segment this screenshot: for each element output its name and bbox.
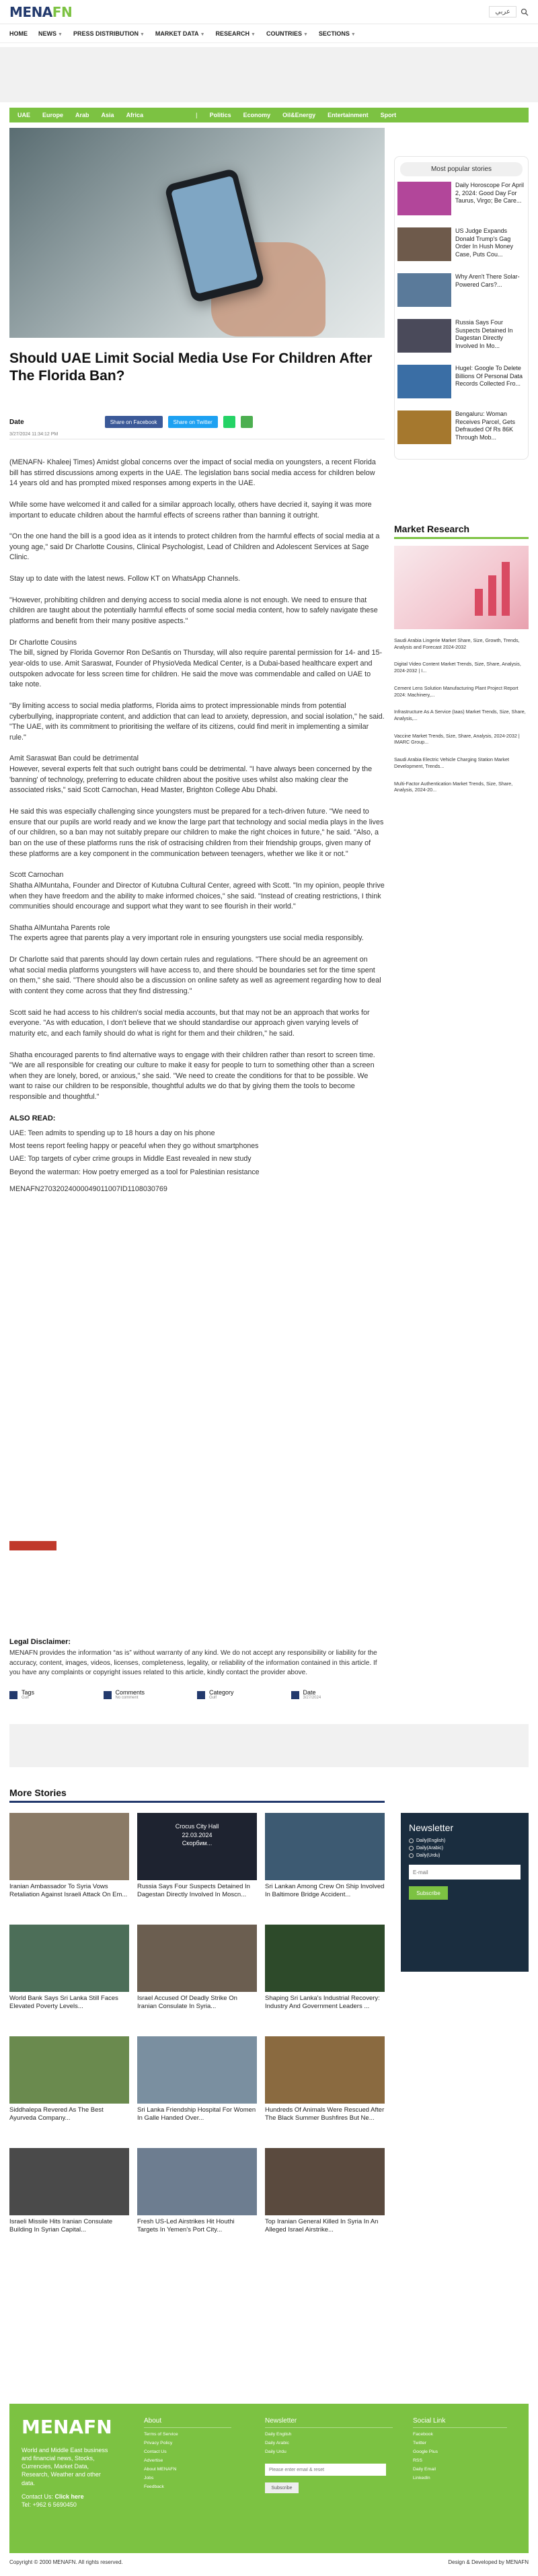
section-arab[interactable]: Arab xyxy=(75,112,89,118)
market-research-link[interactable]: Multi-Factor Authentication Market Trends, Size, Share, Analysis, 2024-20... xyxy=(394,780,513,793)
date-value: 3/27/2024 11:34:12 PM xyxy=(9,431,59,437)
popular-sidebar xyxy=(394,156,529,460)
footer-about-links xyxy=(144,2432,231,2489)
comments-label: Comments xyxy=(115,1689,145,1696)
market-research-list xyxy=(394,637,529,793)
article-paragraph: Amit Saraswat Ban could be detrimental However, several experts felt that such outright bans could be detrimental. "I have always been concerned by the 'banning' of technology, preferring to educate children about the positive uses whilst also making clear the associated risks," said Scott Carnochan, Head Master, Brighton College Abu Dhabi. xyxy=(9,754,373,795)
image-bar xyxy=(488,575,496,616)
story-card-image[interactable] xyxy=(265,2148,385,2215)
article-paragraph: (MENAFN- Khaleej Times) Amidst global concerns over the impact of social media on youngsters, a recent Florida bill has stirred discussions among experts in the UAE. The legislation bans social media access for children below 14 years old and has prompted mixed responses among experts in the UAE. xyxy=(9,458,376,488)
also-read-heading: ALSO READ: xyxy=(9,1114,56,1122)
market-research-image[interactable] xyxy=(394,546,529,629)
footer-about-link[interactable]: Jobs xyxy=(144,2476,154,2480)
also-read-link[interactable]: UAE: Teen admits to spending up to 18 hours a day on his phone xyxy=(9,1129,215,1137)
story-card[interactable] xyxy=(9,2148,129,2253)
section-africa[interactable]: Africa xyxy=(126,112,144,118)
market-research-link[interactable]: Digital Video Content Market Trends, Size, Share, Analysis, 2024-2032 | I... xyxy=(394,661,521,674)
story-card[interactable] xyxy=(9,2036,129,2141)
footer-social-title: Social Link xyxy=(413,2417,507,2428)
nav-press-distribution[interactable]: PRESS DISTRIBUTION ▼ xyxy=(73,30,145,37)
comment-icon xyxy=(104,1691,112,1699)
footer-about-link[interactable]: Advertise xyxy=(144,2458,163,2463)
story-card-image[interactable] xyxy=(9,2036,129,2104)
nav-research[interactable]: RESEARCH ▼ xyxy=(215,30,256,37)
story-card-image[interactable] xyxy=(9,2148,129,2215)
popular-story-thumbnail[interactable] xyxy=(397,227,451,261)
footer-description: World and Middle East business and financial news, Stocks, Currencies, Market Data, Research, Weather and other data. xyxy=(22,2447,108,2486)
date-label: Date xyxy=(9,418,24,426)
article-paragraph: Stay up to date with the latest news. Follow KT on WhatsApp Channels. xyxy=(9,575,241,583)
popular-story-title[interactable]: US Judge Expands Donald Trump's Gag Order In Hush Money Case, Puts Cou... xyxy=(455,227,514,258)
nav-home[interactable]: HOME xyxy=(9,30,28,37)
section-entertainment[interactable]: Entertainment xyxy=(328,112,369,118)
article-paragraph: Shatha encouraged parents to find alternative ways to engage with their children rather than resort to screen time. "We are all responsible for creating our culture to make it easy for people to turn to something other than a screen when they are lonely, bored, or anxious," she said. "We need to create the conditions for that to be possible. We want to raise our children to be responsible, thoughtful adults we do that by giving them the tools to become responsible and thoughtful." xyxy=(9,1050,375,1102)
story-card[interactable] xyxy=(137,2148,257,2253)
comments-value: No comment xyxy=(115,1696,139,1700)
footer-about-title: About xyxy=(144,2417,231,2428)
top-bar xyxy=(0,0,538,24)
language-switch-button[interactable]: عربي xyxy=(489,6,516,17)
disclaimer-text: MENAFN provides the information “as is” without warranty of any kind. We do not accept any responsibility or liability for the accuracy, content, images, videos, licenses, completeness, legality, or reliability of the information contained in this article. If you have any complaints or copyright issues related to this article, kindly contact the provider above. xyxy=(9,1649,377,1676)
footer-social-link[interactable]: Google Plus xyxy=(413,2449,438,2454)
story-card-title[interactable]: Russia Says Four Suspects Detained In Dagestan Directly Involved In Moscn... xyxy=(137,1883,250,1899)
newsletter-option[interactable]: Daily(English) xyxy=(409,1838,521,1843)
footer-about-link[interactable]: Privacy Policy xyxy=(144,2441,173,2445)
footer-social-link[interactable]: Facebook xyxy=(413,2432,433,2437)
section-europe[interactable]: Europe xyxy=(42,112,64,118)
section-asia[interactable]: Asia xyxy=(101,112,114,118)
story-card[interactable] xyxy=(265,1925,385,2030)
story-card-image[interactable] xyxy=(265,1813,385,1880)
footer-about-link[interactable]: About MENAFN xyxy=(144,2467,177,2472)
story-image-overlay-text: Crocus City Hall 22.03.2024 Скорбим... xyxy=(175,1823,219,1847)
article-paragraph: He said this was especially challenging since youngsters must be prepared for a tech-driven future. "We need to ensure that our pupils are world ready and we know the large part that technology and social media plays in the lives of our children, so a ban may not suitably prepare our children to make the right choices in future," he said. "Also, a ban on the use of these platforms runs the risk of ostracising children from their friendship groups, given many of these platforms are a key component in the communication between teenagers, whether we like it or not." xyxy=(9,808,384,858)
article-hero-image xyxy=(9,128,385,338)
phone-screen xyxy=(171,176,258,294)
story-card[interactable] xyxy=(265,2148,385,2253)
newsletter-option[interactable]: Daily(Urdu) xyxy=(409,1853,521,1858)
radio-icon xyxy=(409,1853,414,1858)
nav-news[interactable]: NEWS ▼ xyxy=(38,30,63,37)
story-card-image[interactable] xyxy=(265,2036,385,2104)
article-paragraph: Scott Carnochan Shatha AlMuntaha, Founder and Director of Kutubna Cultural Center, agreed with Scott. "In my opinion, people thrive when they have freedom and the ability to make informed choices," she said. "Instead of creating restrictions, I think communities should encourage and support what they want to see flourish in their world." xyxy=(9,871,385,911)
article-title: Should UAE Limit Social Media Use For Children After The Florida Ban? xyxy=(9,351,373,384)
article-paragraph: Shatha AlMuntaha Parents role The experts agree that parents play a very important role in ensuring youngsters use social media responsibly. xyxy=(9,923,364,943)
tags-value[interactable]: Gulf xyxy=(22,1696,30,1700)
date-value: 3/27/2024 xyxy=(303,1696,321,1700)
popular-story-item[interactable] xyxy=(397,273,525,310)
footer-social-link[interactable]: LinkedIn xyxy=(413,2476,430,2480)
also-read-link[interactable]: Most teens report feeling happy or peaceful when they go without smartphones xyxy=(9,1142,259,1151)
share-twitter-button[interactable]: Share on Twitter xyxy=(168,416,218,428)
article-paragraph: "However, prohibiting children and denying access to social media alone is not enough. We need to ensure that children are taught about the potentially harmful effects of some social media content, how to safely navigate these platforms and benefit from their many positive aspects." xyxy=(9,596,378,626)
story-card-title[interactable]: Shaping Sri Lanka's Industrial Recovery: Industry And Government Leaders ... xyxy=(265,1995,380,2011)
article-paragraph: Scott said he had access to his children's social media accounts, but that may not be an approach that works for everyone. "As with education, I don't believe that we should standardise our approach given varying levels of maturity etc, and each family should do what is right for them and their children," he said. xyxy=(9,1008,370,1038)
footer-social-links xyxy=(413,2432,507,2480)
article-meta xyxy=(9,413,385,437)
also-read-link[interactable]: Beyond the waterman: How poetry emerged as a tool for Palestinian resistance xyxy=(9,1168,260,1176)
story-card-title[interactable]: Israeli Missile Hits Iranian Consulate Building In Syrian Capital... xyxy=(9,2218,113,2234)
story-card[interactable] xyxy=(265,2036,385,2141)
market-research-link[interactable]: Saudi Arabia Electric Vehicle Charging Station Market Development, Trends... xyxy=(394,756,509,769)
footer-about-link[interactable]: Contact Us xyxy=(144,2449,167,2454)
section-politics[interactable]: Politics xyxy=(209,112,231,118)
popular-story-title[interactable]: Bengaluru: Woman Receives Parcel, Gets Defrauded Of Rs 86K Through Mob... xyxy=(455,410,516,441)
also-read-list xyxy=(9,1129,385,1178)
story-card-title[interactable]: Fresh US-Led Airstrikes Hit Houthi Targets In Yemen's Port City... xyxy=(137,2218,235,2234)
section-sport[interactable]: Sport xyxy=(380,112,397,118)
share-whatsapp-icon[interactable] xyxy=(223,416,235,428)
radio-icon xyxy=(409,1846,414,1851)
market-research-link[interactable]: Infrastructure As A Service (Iaas) Market Trends, Size, Share, Analysis,... xyxy=(394,709,526,722)
market-research-link[interactable]: Cement Lens Solution Manufacturing Plant Project Report 2024: Machinery,... xyxy=(394,684,518,698)
popular-story-thumbnail[interactable] xyxy=(397,273,451,307)
story-card-title[interactable]: Siddhalepa Revered As The Best Ayurveda Company... xyxy=(9,2106,104,2122)
story-card[interactable] xyxy=(137,2036,257,2141)
footer-about-link[interactable]: Feedback xyxy=(144,2484,164,2489)
popular-story-thumbnail[interactable] xyxy=(397,319,451,353)
chevron-down-icon: ▼ xyxy=(251,32,256,37)
folder-icon xyxy=(197,1691,205,1699)
popular-story-item[interactable] xyxy=(397,410,525,447)
story-card-image[interactable] xyxy=(137,2148,257,2215)
phone-shape xyxy=(164,168,265,303)
article-tags-row xyxy=(9,1689,385,1709)
story-card[interactable] xyxy=(9,1925,129,2030)
tags-block xyxy=(9,1689,104,1709)
newsletter-subscribe-button[interactable]: Subscribe xyxy=(409,1886,448,1900)
market-research-link[interactable]: Saudi Arabia Lingerie Market Share, Size, Growth, Trends, Analysis and Forecast 2024-2032 xyxy=(394,637,520,650)
mid-ad-banner xyxy=(9,1724,529,1767)
nav-market-data[interactable]: MARKET DATA ▼ xyxy=(155,30,205,37)
source-logo-badge xyxy=(9,1541,56,1550)
popular-stories-title: Most popular stories xyxy=(400,162,523,176)
article-paragraph: While some have welcomed it and called for a similar approach locally, others have decried it, saying it was more important to educate children about the harmful effects of screens rather than banning it outright. xyxy=(9,500,372,520)
story-card[interactable] xyxy=(9,1813,129,1918)
radio-icon xyxy=(409,1838,414,1843)
also-read-link[interactable]: UAE: Top targets of cyber crime groups in Middle East revealed in new study xyxy=(9,1155,252,1164)
footer-logo[interactable]: MENAFN xyxy=(22,2416,112,2438)
section-uae[interactable]: UAE xyxy=(17,112,31,118)
tag-icon xyxy=(9,1691,17,1699)
chevron-down-icon: ▼ xyxy=(139,32,145,37)
tags-label: Tags xyxy=(22,1689,35,1696)
story-card-image[interactable] xyxy=(9,1925,129,1992)
market-research-title: Market Research xyxy=(394,524,529,539)
footer-social-link[interactable]: Daily Email xyxy=(413,2467,436,2472)
market-research-section xyxy=(394,524,529,804)
footer-email-input[interactable] xyxy=(265,2464,386,2476)
article-paragraph: Dr Charlotte Cousins The bill, signed by Florida Governor Ron DeSantis on Thursday, will also require parental permission for 14- and 15-year-olds to use. Amit Saraswat, Founder of PhysioVeda Medical Center, is a Dubai-based healthcare expert and outspoken advocate for less screen time for children. He said the move was commendable and called on UAE to take note. xyxy=(9,638,383,689)
share-facebook-button[interactable]: Share on Facebook xyxy=(105,416,163,428)
footer-social xyxy=(413,2417,507,2484)
more-stories-title: More Stories xyxy=(9,1787,385,1803)
story-card-image[interactable] xyxy=(265,1925,385,1992)
date-block-footer xyxy=(291,1689,385,1709)
story-card-image[interactable] xyxy=(137,1813,257,1880)
nav-countries[interactable]: COUNTRIES ▼ xyxy=(266,30,308,37)
footer-newsletter xyxy=(265,2417,393,2497)
share-email-icon[interactable] xyxy=(241,416,253,428)
section-economy[interactable]: Economy xyxy=(243,112,271,118)
popular-story-item[interactable] xyxy=(397,365,525,401)
story-card[interactable] xyxy=(137,1813,257,1918)
date-label: Date xyxy=(303,1689,316,1696)
contact-link[interactable]: Click here xyxy=(54,2493,84,2500)
market-research-link[interactable]: Vaccine Market Trends, Size, Share, Analysis, 2024-2032 | IMARC Group... xyxy=(394,732,520,746)
category-label: Category xyxy=(209,1689,234,1696)
footer-subscribe-button[interactable]: Subscribe xyxy=(265,2482,299,2493)
popular-story-thumbnail[interactable] xyxy=(397,365,451,398)
popular-story-item[interactable] xyxy=(397,182,525,218)
category-block xyxy=(197,1689,291,1709)
story-card-image[interactable] xyxy=(9,1813,129,1880)
popular-story-title[interactable]: Russia Says Four Suspects Detained In Dagestan Directly Involved In Mo... xyxy=(455,319,513,350)
copyright-text: Copyright © 2000 MENAFN. All rights reserved. xyxy=(9,2559,123,2565)
story-card[interactable] xyxy=(137,1925,257,2030)
copyright-bar xyxy=(9,2554,529,2569)
date-block xyxy=(9,418,59,437)
popular-story-title[interactable]: Daily Horoscope For April 2, 2024: Good Day For Taurus, Virgo; Be Care... xyxy=(455,182,525,205)
story-card[interactable] xyxy=(265,1813,385,1918)
popular-story-title[interactable]: Hugel: Google To Delete Billions Of Personal Data Records Collected Fro... xyxy=(455,365,523,388)
chevron-down-icon: ▼ xyxy=(303,32,308,37)
category-value[interactable]: Gulf xyxy=(209,1696,217,1700)
story-card-title[interactable]: Sri Lanka Friendship Hospital For Women In Galle Handed Over... xyxy=(137,2106,256,2122)
story-card-title[interactable]: Hundreds Of Animals Were Rescued After The Black Summer Bushfires But Ne... xyxy=(265,2106,385,2122)
more-stories-grid xyxy=(9,1813,385,2253)
story-card-title[interactable]: World Bank Says Sri Lanka Still Faces Elevated Poverty Levels... xyxy=(9,1995,118,2011)
section-oil-energy[interactable]: Oil&Energy xyxy=(282,112,316,118)
search-icon[interactable] xyxy=(521,8,529,16)
section-nav xyxy=(9,108,529,122)
main-nav xyxy=(0,24,538,43)
newsletter-title: Newsletter xyxy=(409,1822,454,1833)
menafn-logo[interactable]: MENAFN xyxy=(9,3,73,20)
footer-newsletter-option[interactable]: Daily Arabic xyxy=(265,2441,289,2445)
article-paragraph: Dr Charlotte said that parents should lay down certain rules and regulations. "There should be an agreement on what social media platforms youngsters will have access to, and there should be boundaries set for the time spent on them," she said. "There should also be a discussion on online safety as well as agreement regarding how to deal with content they come across that they find distressing." xyxy=(9,956,381,995)
popular-stories-box xyxy=(394,156,529,460)
footer-newsletter-option[interactable]: Daily English xyxy=(265,2432,292,2437)
chevron-down-icon: ▼ xyxy=(200,32,205,37)
story-card-image[interactable] xyxy=(137,2036,257,2104)
footer-newsletter-option[interactable]: Daily Urdu xyxy=(265,2449,286,2454)
popular-story-thumbnail[interactable] xyxy=(397,182,451,215)
story-card-title[interactable]: Israel Accused Of Deadly Strike On Iranian Consulate In Syria... xyxy=(137,1995,237,2011)
section-divider: | xyxy=(196,112,198,118)
image-bar xyxy=(502,562,510,616)
newsletter-option[interactable]: Daily(Arabic) xyxy=(409,1846,521,1851)
footer-social-link[interactable]: Twitter xyxy=(413,2441,427,2445)
popular-story-item[interactable] xyxy=(397,227,525,264)
story-card-image[interactable] xyxy=(137,1925,257,1992)
footer-contact: Contact Us: Click here Tel: +962 6 5690450 xyxy=(22,2493,84,2508)
newsletter-box xyxy=(401,1813,529,1972)
chevron-down-icon: ▼ xyxy=(58,32,63,37)
article-body xyxy=(9,458,385,1206)
nav-sections[interactable]: SECTIONS ▼ xyxy=(318,30,356,37)
legal-disclaimer xyxy=(9,1638,385,1678)
image-bar xyxy=(475,589,483,616)
footer-about-link[interactable]: Terms of Service xyxy=(144,2432,178,2437)
footer-social-link[interactable]: RSS xyxy=(413,2458,422,2463)
article-reference-id: MENAFN27032024000049011007ID1108030769 xyxy=(9,1185,167,1194)
footer xyxy=(9,2404,529,2553)
footer-newsletter-title: Newsletter xyxy=(265,2417,393,2428)
calendar-icon xyxy=(291,1691,299,1699)
popular-story-thumbnail[interactable] xyxy=(397,410,451,444)
story-card-title[interactable]: Top Iranian General Killed In Syria In An Alleged Israel Airstrike... xyxy=(265,2218,379,2234)
chevron-down-icon: ▼ xyxy=(350,32,356,37)
article-paragraph: "By limiting access to social media platforms, Florida aims to protect impressionable minds from potential cyberbullying, inappropriate content, and addiction that can lead to anxiety, depression, and social isolation," he said. "The UAE, with its commitment to prioritising the welfare of its citizens, could find merit in implementing a similar rule." xyxy=(9,701,385,742)
newsletter-email-input[interactable] xyxy=(409,1865,521,1880)
article-paragraph: "On the one hand the bill is a good idea as it intends to protect children from the harmful effects of social media at a young age," said Dr Charlotte Cousins, Clinical Psychologist, Lead of Children and Adolescent Services at Sage Clinic. xyxy=(9,532,380,562)
popular-stories-list xyxy=(397,182,525,447)
top-bar-tools xyxy=(489,6,529,17)
popular-story-item[interactable] xyxy=(397,319,525,355)
developer-credit: Design & Developed by MENAFN xyxy=(448,2559,529,2565)
popular-story-title[interactable]: Why Aren't There Solar-Powered Cars?... xyxy=(455,273,520,288)
story-card-title[interactable]: Sri Lankan Among Crew On Ship Involved In Baltimore Bridge Accident... xyxy=(265,1883,385,1899)
footer-about xyxy=(144,2417,231,2493)
top-ad-banner xyxy=(0,47,538,102)
story-card-title[interactable]: Iranian Ambassador To Syria Vows Retaliation Against Israeli Attack On Em... xyxy=(9,1883,128,1899)
disclaimer-title: Legal Disclaimer: xyxy=(9,1638,71,1646)
comments-block xyxy=(104,1689,198,1709)
